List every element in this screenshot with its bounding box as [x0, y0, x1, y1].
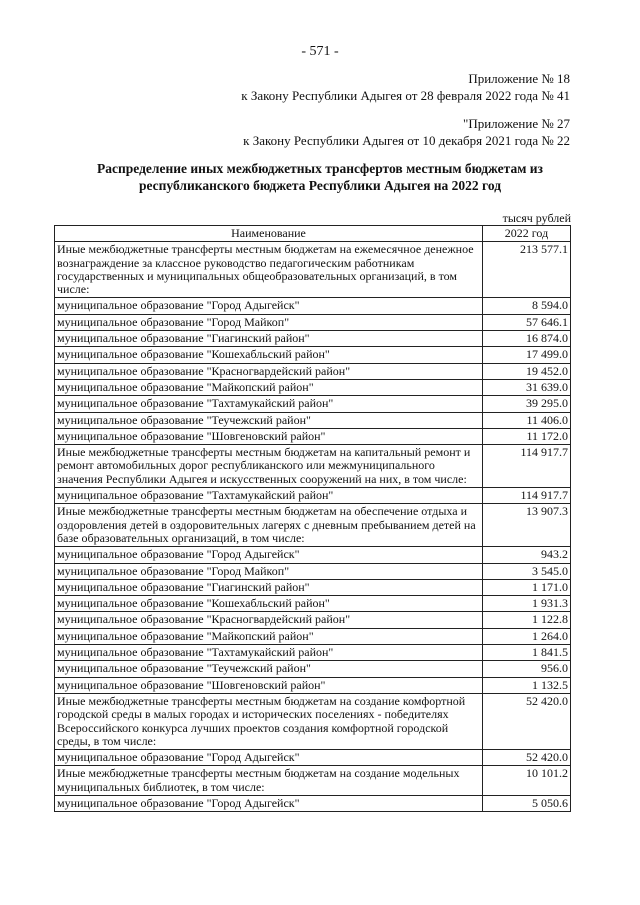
table-row: [55, 412, 571, 428]
row-name: муниципальное образование "Тахтамукайский район": [55, 645, 483, 661]
table-row: [55, 428, 571, 444]
row-value: 5 050.6: [483, 795, 571, 811]
row-name: муниципальное образование "Город Майкоп": [55, 314, 483, 330]
row-name: муниципальное образование "Город Адыгейск": [55, 547, 483, 563]
table-row: [55, 298, 571, 314]
row-name: муниципальное образование "Город Адыгейск": [55, 750, 483, 766]
row-name: муниципальное образование "Майкопский район": [55, 379, 483, 395]
table-row: [55, 363, 571, 379]
table-row: [55, 677, 571, 693]
column-header-name: Наименование: [55, 226, 483, 242]
row-value: 3 545.0: [483, 563, 571, 579]
row-value: 1 171.0: [483, 579, 571, 595]
table-row: [55, 504, 571, 547]
row-value: 213 577.1: [483, 242, 571, 298]
row-name: Иные межбюджетные трансферты местным бюджетам на ежемесячное денежное вознаграждение за классное руководство педагогическим работникам государственных и муниципальных общеобразовательных организаций, в том числе:: [55, 242, 483, 298]
table-row: [55, 661, 571, 677]
table-row: [55, 750, 571, 766]
row-value: 943.2: [483, 547, 571, 563]
row-name: Иные межбюджетные трансферты местным бюджетам на обеспечение отдыха и оздоровления детей в оздоровительных лагерях с дневным пребыванием детей на базе образовательных организаций, в том числе:: [55, 504, 483, 547]
table-row: [55, 563, 571, 579]
row-value: 1 132.5: [483, 677, 571, 693]
appendix-law-reference: к Закону Республики Адыгея от 10 декабря 2021 года № 22: [243, 133, 570, 148]
table-row: [55, 396, 571, 412]
row-name: муниципальное образование "Кошехабльский район": [55, 596, 483, 612]
row-value: 19 452.0: [483, 363, 571, 379]
table-row: [55, 596, 571, 612]
document-title: [60, 160, 580, 194]
row-value: 114 917.7: [483, 445, 571, 488]
row-name: муниципальное образование "Майкопский район": [55, 628, 483, 644]
row-name: Иные межбюджетные трансферты местным бюджетам на создание модельных муниципальных библиотек, в том числе:: [55, 766, 483, 796]
page-number: - 571 -: [301, 44, 339, 59]
table-row: [55, 547, 571, 563]
row-value: 16 874.0: [483, 331, 571, 347]
row-value: 10 101.2: [483, 766, 571, 796]
appendix-number: Приложение № 18: [468, 71, 570, 86]
table-row: [55, 347, 571, 363]
appendix-law-reference: к Закону Республики Адыгея от 28 февраля 2022 года № 41: [241, 88, 570, 103]
row-value: 52 420.0: [483, 750, 571, 766]
table-row: [55, 445, 571, 488]
appendix-number: "Приложение № 27: [463, 116, 570, 131]
table-row: [55, 795, 571, 811]
transfers-table: [54, 225, 571, 812]
row-name: муниципальное образование "Гиагинский район": [55, 579, 483, 595]
row-value: 52 420.0: [483, 693, 571, 749]
table-row: [55, 766, 571, 796]
row-value: 8 594.0: [483, 298, 571, 314]
row-name: Иные межбюджетные трансферты местным бюджетам на создание комфортной городской среды в малых городах и исторических поселениях - победителях Всероссийского конкурса лучших проектов создания комфортной городской среды, в том числе:: [55, 693, 483, 749]
table-row: [55, 693, 571, 749]
appendix-reference-current: [241, 70, 570, 104]
row-name: муниципальное образование "Теучежский район": [55, 661, 483, 677]
row-name: муниципальное образование "Город Адыгейск": [55, 795, 483, 811]
row-name: муниципальное образование "Красногвардейский район": [55, 363, 483, 379]
table-header-row: [55, 226, 571, 242]
row-name: муниципальное образование "Тахтамукайский район": [55, 488, 483, 504]
units-label: тысяч рублей: [502, 211, 571, 225]
title-line: республиканского бюджета Республики Адыгея на 2022 год: [138, 178, 502, 193]
table-row: [55, 379, 571, 395]
table-row: [55, 242, 571, 298]
table-row: [55, 314, 571, 330]
row-name: Иные межбюджетные трансферты местным бюджетам на капитальный ремонт и ремонт автомобильных дорог республиканского или межмуниципального значения Республики Адыгея и искусственных сооружений на них, в том числе:: [55, 445, 483, 488]
column-header-year: 2022 год: [483, 226, 571, 242]
table-row: [55, 331, 571, 347]
row-name: муниципальное образование "Теучежский район": [55, 412, 483, 428]
row-name: муниципальное образование "Кошехабльский район": [55, 347, 483, 363]
row-value: 13 907.3: [483, 504, 571, 547]
row-value: 1 122.8: [483, 612, 571, 628]
row-value: 1 264.0: [483, 628, 571, 644]
row-value: 11 172.0: [483, 428, 571, 444]
row-name: муниципальное образование "Шовгеновский район": [55, 677, 483, 693]
row-name: муниципальное образование "Красногвардейский район": [55, 612, 483, 628]
row-value: 11 406.0: [483, 412, 571, 428]
table-row: [55, 579, 571, 595]
row-value: 17 499.0: [483, 347, 571, 363]
table-row: [55, 612, 571, 628]
row-value: 1 931.3: [483, 596, 571, 612]
row-name: муниципальное образование "Шовгеновский район": [55, 428, 483, 444]
row-value: 1 841.5: [483, 645, 571, 661]
row-value: 31 639.0: [483, 379, 571, 395]
row-value: 57 646.1: [483, 314, 571, 330]
row-value: 114 917.7: [483, 488, 571, 504]
row-name: муниципальное образование "Гиагинский район": [55, 331, 483, 347]
title-line: Распределение иных межбюджетных трансфертов местным бюджетам из: [97, 161, 543, 176]
row-value: 956.0: [483, 661, 571, 677]
row-name: муниципальное образование "Город Адыгейск": [55, 298, 483, 314]
table-row: [55, 488, 571, 504]
table-row: [55, 628, 571, 644]
row-value: 39 295.0: [483, 396, 571, 412]
table-body: [55, 242, 571, 812]
appendix-reference-original: [243, 115, 570, 149]
row-name: муниципальное образование "Тахтамукайский район": [55, 396, 483, 412]
table-row: [55, 645, 571, 661]
row-name: муниципальное образование "Город Майкоп": [55, 563, 483, 579]
